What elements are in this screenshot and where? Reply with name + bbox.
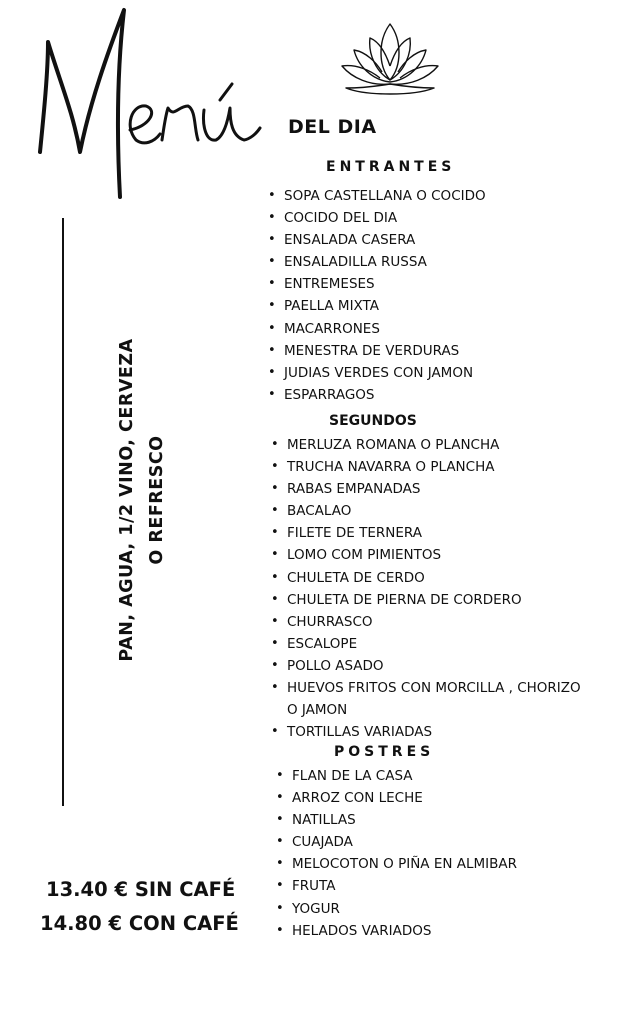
list-item: • TRUCHA NAVARRA O PLANCHA (271, 456, 581, 478)
list-item: • FLAN DE LA CASA (276, 765, 517, 787)
list-item-continuation: O JAMON (287, 702, 348, 719)
list-item: • FILETE DE TERNERA (271, 522, 581, 544)
price-without-coffee: 13.40 € SIN CAFÉ (46, 878, 236, 901)
list-item: • LOMO COM PIMIENTOS (271, 544, 581, 566)
list-item: • HELADOS VARIADOS (276, 920, 517, 942)
list-item: • ARROZ CON LECHE (276, 787, 517, 809)
list-item: • JUDIAS VERDES CON JAMON (268, 362, 486, 384)
list-item: • MENESTRA DE VERDURAS (268, 340, 486, 362)
list-item: • ENSALADA CASERA (268, 229, 486, 251)
section-title-postres: POSTRES (334, 744, 435, 760)
list-item: • MELOCOTON O PIÑA EN ALMIBAR (276, 853, 517, 875)
list-item: • ENTREMESES (268, 273, 486, 295)
section-title-entrantes: ENTRANTES (326, 159, 456, 175)
menu-script-title (18, 2, 268, 202)
list-item: • CUAJADA (276, 831, 517, 853)
list-item: • CHULETA DE PIERNA DE CORDERO (271, 589, 581, 611)
list-segundos (271, 434, 581, 743)
list-entrantes (268, 185, 486, 406)
list-item: • CHULETA DE CERDO (271, 567, 581, 589)
list-item: • YOGUR (276, 898, 517, 920)
list-item: • ESPARRAGOS (268, 384, 486, 406)
list-item: • HUEVOS FRITOS CON MORCILLA , CHORIZO (271, 677, 581, 699)
list-item: • POLLO ASADO (271, 655, 581, 677)
subtitle: DEL DIA (288, 116, 377, 138)
list-item: • ENSALADILLA RUSSA (268, 251, 486, 273)
list-item: • CHURRASCO (271, 611, 581, 633)
includes-note (112, 335, 172, 665)
list-item: • BACALAO (271, 500, 581, 522)
list-item: • COCIDO DEL DIA (268, 207, 486, 229)
lotus-icon (338, 20, 443, 95)
list-item: • ESCALOPE (271, 633, 581, 655)
includes-line-1: PAN, AGUA, 1/2 VINO, CERVEZA (117, 338, 137, 662)
vertical-divider (62, 218, 64, 806)
includes-line-2: O REFRESCO (147, 435, 167, 565)
list-item: • FRUTA (276, 875, 517, 897)
list-item: • NATILLAS (276, 809, 517, 831)
list-item: • MACARRONES (268, 318, 486, 340)
list-item: • PAELLA MIXTA (268, 295, 486, 317)
section-title-segundos: SEGUNDOS (329, 413, 417, 429)
list-postres (276, 765, 517, 942)
price-with-coffee: 14.80 € CON CAFÉ (40, 912, 239, 935)
list-item: • SOPA CASTELLANA O COCIDO (268, 185, 486, 207)
list-item: • MERLUZA ROMANA O PLANCHA (271, 434, 581, 456)
list-item: • TORTILLAS VARIADAS (271, 721, 581, 743)
list-item: • RABAS EMPANADAS (271, 478, 581, 500)
